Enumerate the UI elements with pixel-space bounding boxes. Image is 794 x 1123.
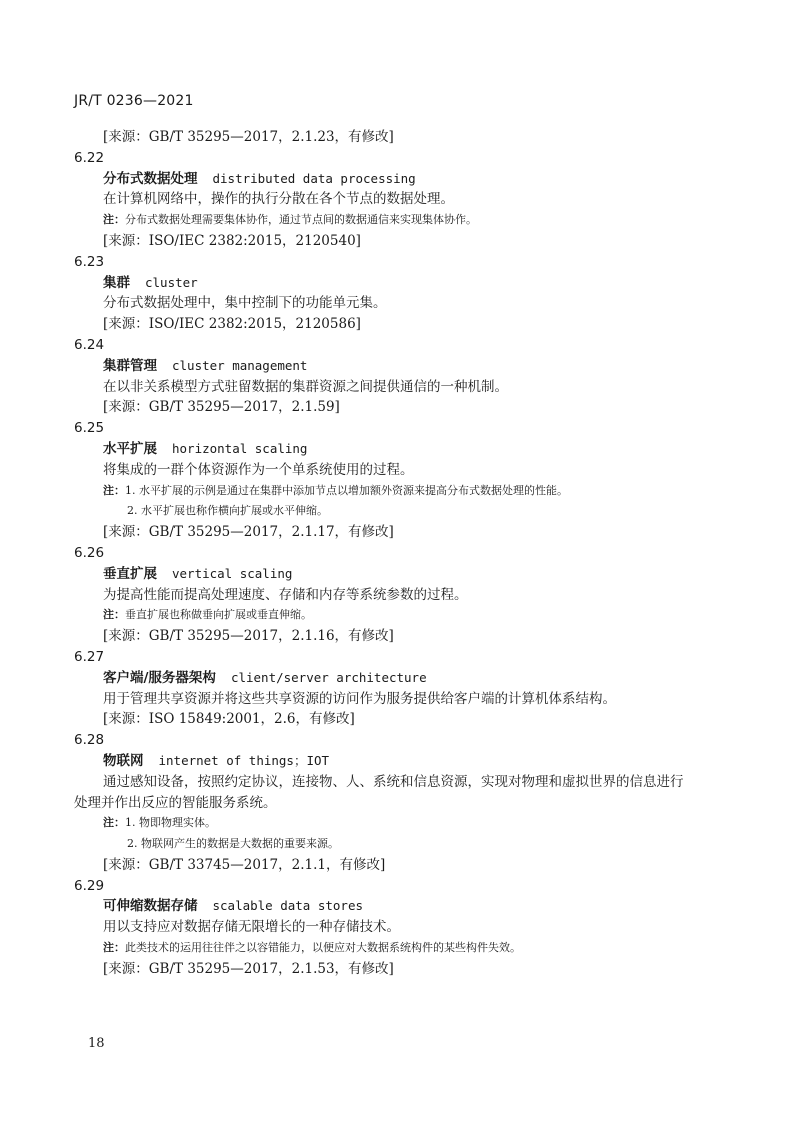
term-en: horizontal scaling bbox=[172, 440, 308, 456]
entry-number: 6.27 bbox=[74, 648, 105, 665]
term-zh: 集群 bbox=[103, 274, 130, 291]
term-en: distributed data processing bbox=[212, 170, 416, 186]
term-zh: 客户端/服务器架构 bbox=[103, 669, 216, 686]
note-text: 垂直扩展也称做垂向扩展或垂直伸缩。 bbox=[125, 608, 312, 622]
term-en: internet of things；IOT bbox=[158, 752, 330, 768]
term-heading bbox=[74, 439, 724, 460]
entry-number: 6.25 bbox=[74, 420, 105, 437]
terms-section bbox=[74, 127, 724, 980]
definition-line-2: 处理并作出反应的智能服务系统。 bbox=[74, 794, 277, 811]
note-text: 分布式数据处理需要集体协作，通过节点间的数据通信来实现集体协作。 bbox=[125, 213, 477, 227]
term-heading bbox=[74, 564, 724, 585]
term-en: cluster management bbox=[172, 357, 308, 373]
term-zh: 分布式数据处理 bbox=[103, 170, 198, 187]
source: [来源：GB/T 35295—2017，2.1.17，有修改] bbox=[103, 524, 394, 541]
note bbox=[74, 605, 724, 626]
term-zh: 集群管理 bbox=[103, 357, 157, 374]
note-label: 注： bbox=[103, 608, 125, 622]
definition: 在以非关系模型方式驻留数据的集群资源之间提供通信的一种机制。 bbox=[103, 378, 508, 395]
term-zh: 物联网 bbox=[103, 752, 144, 769]
entry-number: 6.24 bbox=[74, 336, 105, 353]
term-en: cluster bbox=[145, 274, 198, 290]
source: [来源：GB/T 35295—2017，2.1.59] bbox=[103, 399, 340, 416]
note-text: 此类技术的运用往往伴之以容错能力，以便应对大数据系统构件的某些构件失效。 bbox=[125, 941, 521, 955]
term-heading bbox=[74, 751, 724, 772]
term-heading bbox=[74, 169, 724, 190]
definition: 为提高性能而提高处理速度、存储和内存等系统参数的过程。 bbox=[103, 586, 468, 603]
page-number: 18 bbox=[88, 1036, 105, 1051]
definition: 用以支持应对数据存储无限增长的一种存储技术。 bbox=[103, 919, 400, 936]
term-heading bbox=[74, 356, 724, 377]
term-heading bbox=[74, 273, 724, 294]
definition: 将集成的一群个体资源作为一个单系统使用的过程。 bbox=[103, 461, 414, 478]
note-item-2: 2. 水平扩展也称作横向扩展或水平伸缩。 bbox=[127, 504, 328, 518]
entry-number: 6.22 bbox=[74, 149, 105, 166]
definition: 用于管理共享资源并将这些共享资源的访问作为服务提供给客户端的计算机体系结构。 bbox=[103, 690, 616, 707]
source: [来源：ISO 15849:2001，2.6，有修改] bbox=[103, 711, 355, 728]
definition: 分布式数据处理中，集中控制下的功能单元集。 bbox=[103, 295, 387, 312]
source: [来源：GB/T 33745—2017，2.1.1，有修改] bbox=[103, 856, 386, 873]
note bbox=[74, 938, 724, 959]
definition-line-1: 通过感知设备，按照约定协议，连接物、人、系统和信息资源，实现对物理和虚拟世界的信息进行 bbox=[103, 773, 684, 790]
term-heading bbox=[74, 896, 724, 917]
note-label: 注： bbox=[103, 213, 125, 227]
note-item-1: 1. 物即物理实体。 bbox=[125, 816, 216, 830]
term-en: scalable data stores bbox=[212, 898, 364, 914]
note bbox=[74, 813, 724, 834]
term-heading bbox=[74, 668, 724, 689]
source: [来源：GB/T 35295—2017，2.1.16，有修改] bbox=[103, 628, 394, 645]
entry-number: 6.26 bbox=[74, 544, 105, 561]
note-item-1: 1. 水平扩展的示例是通过在集群中添加节点以增加额外资源来提高分布式数据处理的性能。 bbox=[125, 483, 568, 497]
term-en: vertical scaling bbox=[172, 565, 293, 581]
definition: 在计算机网络中，操作的执行分散在各个节点的数据处理。 bbox=[103, 191, 454, 208]
term-zh: 可伸缩数据存储 bbox=[103, 898, 198, 915]
source: [来源：ISO/IEC 2382:2015，2120586] bbox=[103, 316, 361, 333]
prev-source: [来源：GB/T 35295—2017，2.1.23，有修改] bbox=[103, 129, 394, 145]
note bbox=[74, 210, 724, 231]
term-zh: 垂直扩展 bbox=[103, 565, 157, 582]
note-label: 注： bbox=[103, 483, 125, 497]
term-zh: 水平扩展 bbox=[103, 440, 157, 457]
note bbox=[74, 481, 724, 502]
note-item-2: 2. 物联网产生的数据是大数据的重要来源。 bbox=[127, 837, 339, 851]
source: [来源：GB/T 35295—2017，2.1.53，有修改] bbox=[103, 960, 394, 977]
standard-code: JR/T 0236—2021 bbox=[74, 93, 194, 109]
entry-number: 6.29 bbox=[74, 877, 105, 894]
source: [来源：ISO/IEC 2382:2015，2120540] bbox=[103, 232, 361, 249]
note-label: 注： bbox=[103, 816, 125, 830]
entry-number: 6.23 bbox=[74, 253, 105, 270]
term-en: client/server architecture bbox=[230, 669, 427, 685]
entry-number: 6.28 bbox=[74, 732, 105, 749]
note-label: 注： bbox=[103, 941, 125, 955]
